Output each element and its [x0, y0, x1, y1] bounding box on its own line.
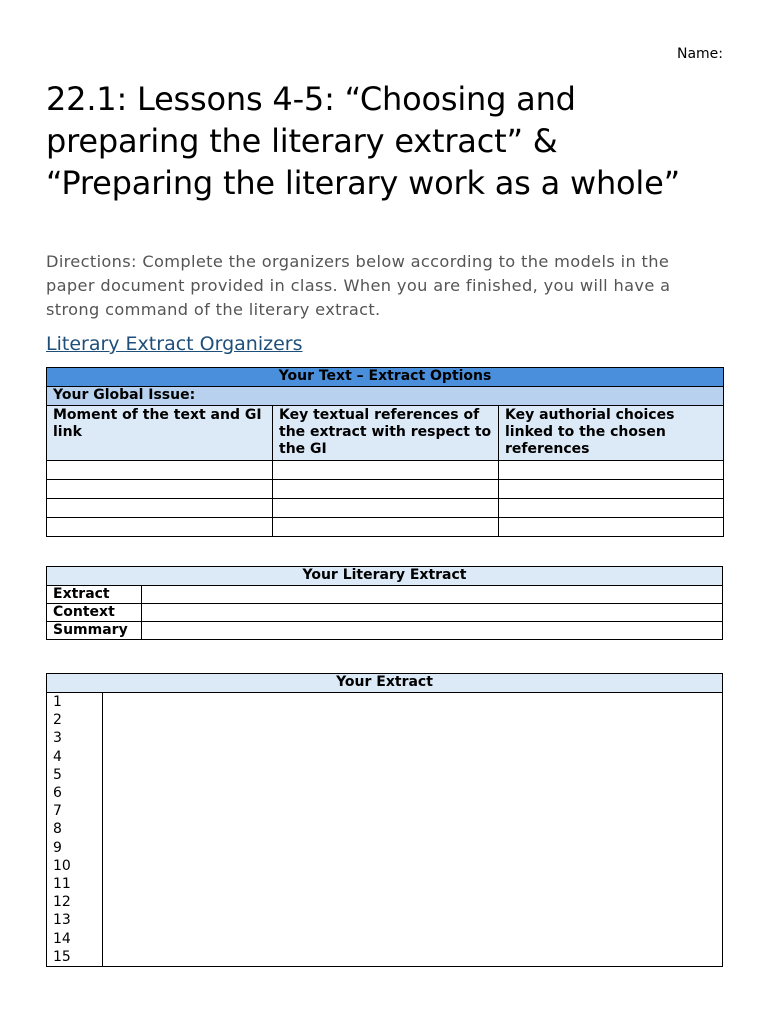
line-number: 5 — [53, 766, 62, 783]
line-number: 4 — [53, 748, 62, 765]
table-row — [47, 480, 724, 499]
input-cell[interactable] — [273, 499, 499, 518]
table-row — [47, 518, 724, 537]
line-number: 11 — [53, 876, 71, 893]
input-cell[interactable] — [47, 480, 273, 499]
directions-text: Directions: Complete the organizers below according to the models in the paper document provided in class. When you are finished, you will have a strong command of the literary extract. — [46, 252, 671, 319]
column-header-moment: Moment of the text and GI link — [47, 406, 273, 461]
input-cell[interactable] — [47, 499, 273, 518]
input-cell[interactable] — [499, 499, 724, 518]
input-cell[interactable] — [499, 518, 724, 537]
summary-label: Summary — [47, 622, 142, 640]
input-cell[interactable] — [47, 518, 273, 537]
extract-input-cell[interactable] — [142, 586, 723, 604]
input-cell[interactable] — [499, 461, 724, 480]
input-cell[interactable] — [273, 461, 499, 480]
line-number: 10 — [53, 857, 71, 874]
line-number: 7 — [53, 803, 62, 820]
extract-options-title: Your Text – Extract Options — [47, 368, 724, 387]
page-title: 22.1: Lessons 4-5: “Choosing and preparing the literary extract” & “Preparing the literary work as a whole” — [46, 80, 680, 202]
input-cell[interactable] — [47, 461, 273, 480]
input-cell[interactable] — [273, 518, 499, 537]
column-header-references: Key textual references of the extract with respect to the GI — [273, 406, 499, 461]
line-number: 15 — [53, 948, 71, 965]
line-number: 8 — [53, 821, 62, 838]
line-numbers-column — [47, 693, 103, 967]
line-number: 9 — [53, 839, 62, 856]
input-cell[interactable] — [273, 480, 499, 499]
line-number: 6 — [53, 785, 62, 802]
extract-text-area[interactable] — [103, 693, 723, 967]
input-cell[interactable] — [499, 480, 724, 499]
column-header-authorial-choices: Key authorial choices linked to the chosen references — [499, 406, 724, 461]
your-extract-title: Your Extract — [47, 674, 723, 693]
line-number: 2 — [53, 712, 62, 729]
extract-label: Extract — [47, 586, 142, 604]
table-row — [47, 499, 724, 518]
line-number: 3 — [53, 730, 62, 747]
global-issue-field[interactable]: Your Global Issue: — [47, 387, 724, 406]
table-row — [47, 586, 723, 604]
table-row — [47, 461, 724, 480]
line-number: 14 — [53, 930, 71, 947]
table-row — [47, 604, 723, 622]
context-input-cell[interactable] — [142, 604, 723, 622]
table-row — [47, 622, 723, 640]
literary-extract-title: Your Literary Extract — [47, 567, 723, 586]
your-extract-table — [46, 673, 723, 967]
line-number: 1 — [53, 694, 62, 710]
extract-options-table — [46, 367, 724, 537]
line-number: 12 — [53, 894, 71, 911]
summary-input-cell[interactable] — [142, 622, 723, 640]
name-label: Name: — [676, 46, 723, 62]
section-heading-link[interactable]: Literary Extract Organizers — [46, 333, 303, 355]
context-label: Context — [47, 604, 142, 622]
literary-extract-table — [46, 566, 723, 640]
line-number: 13 — [53, 912, 71, 929]
